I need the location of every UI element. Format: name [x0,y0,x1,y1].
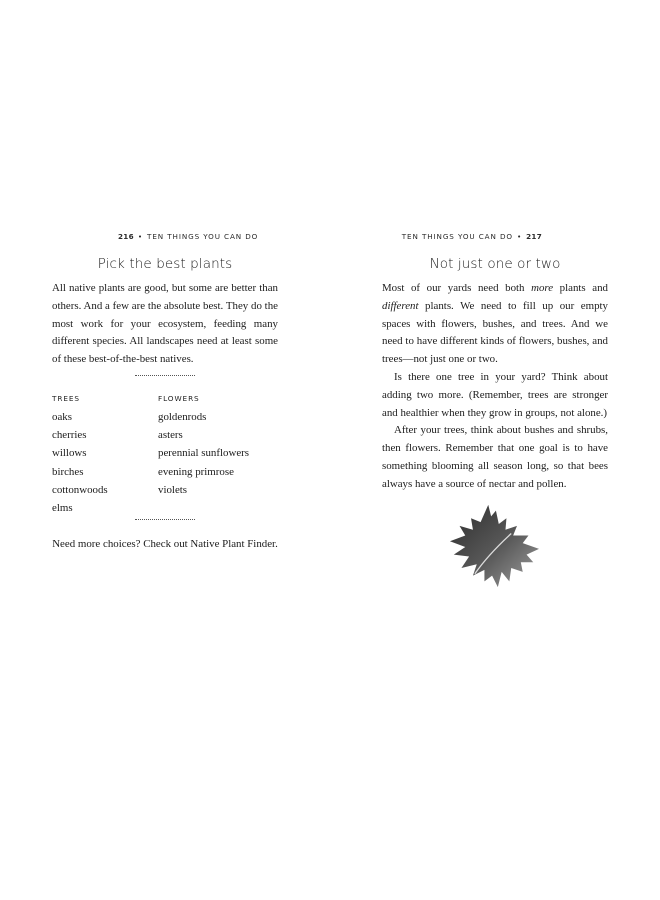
maple-leaf-icon [446,501,542,591]
native-plant-finder-note: Need more choices? Check out Native Plant Finder. [52,538,278,551]
right-header-separator: • [516,232,523,241]
left-page-number: 216 [118,232,134,241]
tree-item: oaks [52,410,72,423]
native-plant-lists [52,392,278,517]
tree-item: cherries [52,429,87,442]
p1-emphasis-different: different [382,299,419,312]
left-header-separator: • [137,232,144,241]
right-paragraph-1 [382,280,608,369]
bottom-dotted-divider [135,519,195,520]
right-page-number: 217 [526,232,542,241]
tree-item: willows [52,447,87,460]
left-page-title: Pick the best plants [97,256,233,272]
tree-item: birches [52,465,84,478]
right-paragraph-3: After your trees, think about bushes and shrubs, then flowers. Remember that one goal is to have something blooming all season long, so that bees always have a source of nectar and pollen. [382,424,608,490]
tree-item: cottonwoods [52,483,108,496]
flowers-heading: FLOWERS [158,393,200,403]
right-running-header [402,232,542,241]
right-page-title: Not just one or two [429,256,561,272]
left-intro-paragraph: All native plants are good, but some are better than others. And a few are the absolute best. They do the most work for your ecosystem, feeding many different species. All landscapes need at least some of these best-of-the-best natives. [52,282,278,366]
flower-item: evening primrose [158,465,234,478]
right-running-title: TEN THINGS YOU CAN DO [401,232,513,241]
p1-text-a: Most of our yards need both [382,282,532,294]
left-running-title: TEN THINGS YOU CAN DO [147,232,259,241]
right-page [382,256,608,494]
p1-text-c: plants. We need to fill up our empty spaces with flowers, bushes, and trees. And we need to have different kinds of flowers, bushes, and trees—not just one or two. [382,299,608,366]
maple-leaf-shape [450,505,539,587]
flower-item: goldenrods [158,410,207,423]
trees-column [52,392,158,517]
left-page [52,256,278,553]
p1-text-b: plants and [553,282,608,294]
p1-emphasis-more: more [531,282,554,294]
right-paragraph-2: Is there one tree in your yard? Think about adding two more. (Remember, trees are stronger and healthier when they grow in groups, not alone.) [382,370,608,419]
tree-item: elms [52,502,73,514]
flower-item: asters [158,429,183,442]
trees-heading: TREES [52,393,80,403]
flowers-column [158,392,278,517]
top-dotted-divider [135,375,195,376]
flower-item: perennial sunflowers [158,447,250,460]
left-running-header [118,232,258,241]
flower-item: violets [158,483,188,496]
